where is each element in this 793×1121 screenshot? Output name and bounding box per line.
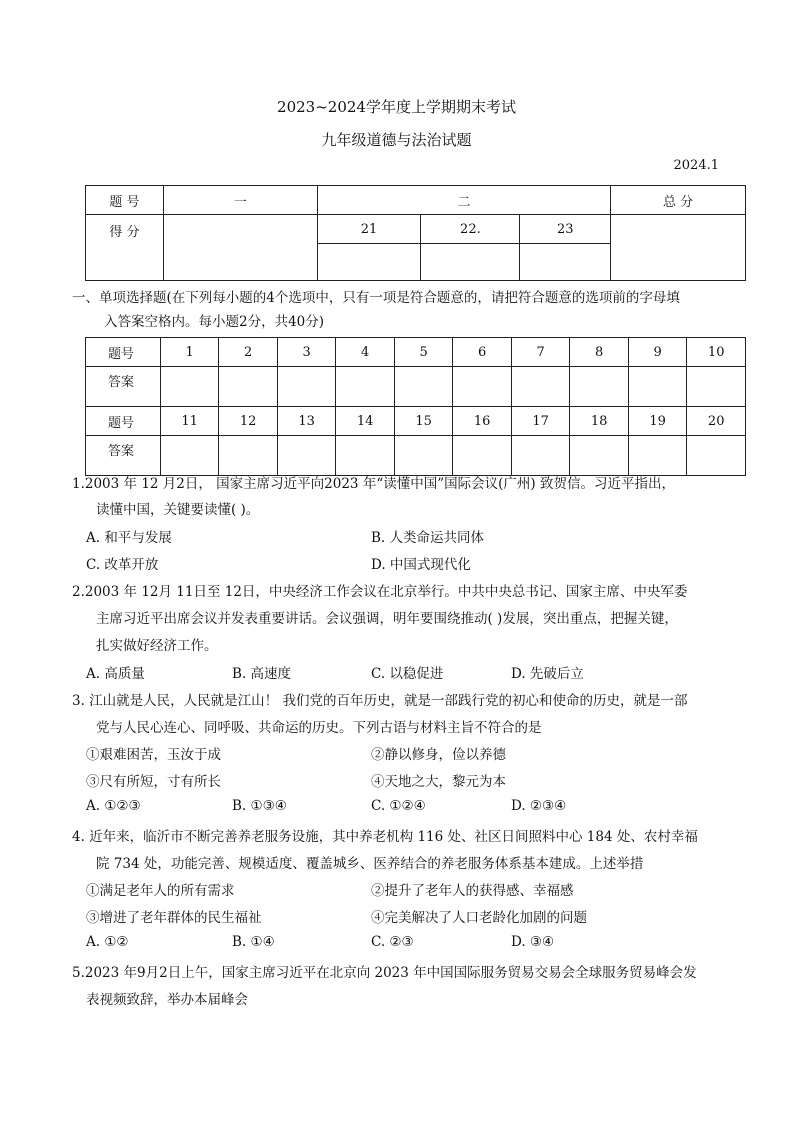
answer-q-20: 20 xyxy=(687,407,746,436)
q2-option-b[interactable]: B. 高速度 xyxy=(232,666,292,682)
answer-q-3: 3 xyxy=(277,338,336,367)
q3-stem-line2: 党与人民心连心、同呼吸、共命运的历史。下列古语与材料主旨不符合的是 xyxy=(96,720,542,736)
answer-cell-17[interactable] xyxy=(511,436,570,476)
q1-option-d[interactable]: D. 中国式现代化 xyxy=(371,557,471,573)
answer-cell-3[interactable] xyxy=(277,367,336,407)
answer-cell-10[interactable] xyxy=(687,367,746,407)
answer-cell-12[interactable] xyxy=(219,436,278,476)
q5-stem-line2: 表视频致辞，举办本届峰会 xyxy=(86,992,248,1008)
answer-cell-13[interactable] xyxy=(277,436,336,476)
answer-q-12: 12 xyxy=(219,407,278,436)
q2-option-c[interactable]: C. 以稳促进 xyxy=(371,666,444,682)
q3-statement-4: ④天地之大，黎元为本 xyxy=(371,774,506,790)
q1-option-a[interactable]: A. 和平与发展 xyxy=(86,530,172,546)
answer-cell-8[interactable] xyxy=(570,367,629,407)
answer-a-label: 答案 xyxy=(86,367,161,407)
answer-q-13: 13 xyxy=(277,407,336,436)
score-total-header: 总 分 xyxy=(611,186,746,215)
q4-statement-1: ①满足老年人的所有需求 xyxy=(86,883,235,899)
answer-q-7: 7 xyxy=(511,338,570,367)
score-total-cell[interactable] xyxy=(611,215,746,281)
q3-option-c[interactable]: C. ①②④ xyxy=(371,798,426,814)
q4-option-a[interactable]: A. ①② xyxy=(86,934,129,950)
answer-cell-5[interactable] xyxy=(394,367,453,407)
score-part1-cell[interactable] xyxy=(163,215,317,281)
q3-stem-line1: 3. 江山就是人民，人民就是江山！ 我们党的百年历史，就是一部践行党的初心和使命的历史，就是一部 xyxy=(72,693,688,709)
score-sub-23-cell[interactable] xyxy=(520,244,611,281)
section1-instruction-line1: 一、单项选择题(在下列每小题的4个选项中，只有一项是符合题意的，请把符合题意的选项前的字母填 xyxy=(72,290,680,306)
exam-title: 2023~2024学年度上学期期末考试 xyxy=(277,98,516,116)
q4-statement-4: ④完美解决了人口老龄化加剧的问题 xyxy=(371,910,587,926)
answer-a-label-2: 答案 xyxy=(86,436,161,476)
q4-stem-line2: 院 734 处，功能完善、规模适度、覆盖城乡、医养结合的养老服务体系基本建成。上述举措 xyxy=(96,856,644,872)
answer-cell-4[interactable] xyxy=(336,367,395,407)
answer-q-9: 9 xyxy=(628,338,687,367)
answer-cell-19[interactable] xyxy=(628,436,687,476)
score-part2-header: 二 xyxy=(317,186,611,215)
answer-q-11: 11 xyxy=(160,407,219,436)
q4-option-d[interactable]: D. ③④ xyxy=(511,934,555,950)
score-row-label: 得 分 xyxy=(86,215,164,281)
answer-q-8: 8 xyxy=(570,338,629,367)
answer-cell-9[interactable] xyxy=(628,367,687,407)
answer-q-16: 16 xyxy=(453,407,512,436)
answer-q-5: 5 xyxy=(394,338,453,367)
answer-q-label: 题号 xyxy=(86,338,161,367)
answer-q-10: 10 xyxy=(687,338,746,367)
answer-cell-1[interactable] xyxy=(160,367,219,407)
q4-statement-3: ③增进了老年群体的民生福祉 xyxy=(86,910,262,926)
answer-cell-15[interactable] xyxy=(394,436,453,476)
answer-q-18: 18 xyxy=(570,407,629,436)
q2-stem-line2: 主席习近平出席会议并发表重要讲话。会议强调，明年要围绕推动( )发展，突出重点，把握关键， xyxy=(96,611,678,627)
answer-cell-7[interactable] xyxy=(511,367,570,407)
answer-table xyxy=(85,337,746,476)
answer-cell-16[interactable] xyxy=(453,436,512,476)
answer-cell-11[interactable] xyxy=(160,436,219,476)
q1-option-b[interactable]: B. 人类命运共同体 xyxy=(371,530,485,546)
answer-cell-20[interactable] xyxy=(687,436,746,476)
score-part1-header: 一 xyxy=(163,186,317,215)
answer-q-19: 19 xyxy=(628,407,687,436)
answer-q-17: 17 xyxy=(511,407,570,436)
answer-q-6: 6 xyxy=(453,338,512,367)
answer-cell-14[interactable] xyxy=(336,436,395,476)
q3-statement-1: ①艰难困苦，玉汝于成 xyxy=(86,747,221,763)
q2-option-d[interactable]: D. 先破后立 xyxy=(511,666,584,682)
q5-stem-line1: 5.2023 年9月2日上午，国家主席习近平在北京向 2023 年中国国际服务贸易交易会全球服务贸易峰会发 xyxy=(72,965,697,981)
answer-q-1: 1 xyxy=(160,338,219,367)
q1-stem-line2: 读懂中国，关键要读懂( )。 xyxy=(96,502,260,518)
score-sub-22-cell[interactable] xyxy=(421,244,520,281)
q3-statement-3: ③尺有所短，寸有所长 xyxy=(86,774,221,790)
q2-option-a[interactable]: A. 高质量 xyxy=(86,666,145,682)
q4-statement-2: ②提升了老年人的获得感、幸福感 xyxy=(371,883,574,899)
answer-q-2: 2 xyxy=(219,338,278,367)
q2-stem-line3: 扎实做好经济工作。 xyxy=(96,638,218,654)
answer-q-4: 4 xyxy=(336,338,395,367)
answer-cell-18[interactable] xyxy=(570,436,629,476)
q2-stem-line1: 2.2003 年 12月 11日至 12日，中央经济工作会议在北京举行。中共中央总书记、国家主席、中央军委 xyxy=(72,584,688,600)
score-sub-22: 22. xyxy=(421,215,520,244)
score-table xyxy=(85,185,746,281)
score-sub-21-cell[interactable] xyxy=(317,244,421,281)
answer-cell-6[interactable] xyxy=(453,367,512,407)
exam-date: 2024.1 xyxy=(673,158,719,173)
q3-option-d[interactable]: D. ②③④ xyxy=(511,798,567,814)
q1-stem-line1: 1.2003 年 12 月2日， 国家主席习近平向2023 年“读懂中国”国际会议(广州) 致贺信。习近平指出， xyxy=(72,476,675,492)
q4-stem-line1: 4. 近年来，临沂市不断完善养老服务设施，其中养老机构 116 处、社区日间照料中心 184 处、农村幸福 xyxy=(72,829,698,845)
q3-option-a[interactable]: A. ①②③ xyxy=(86,798,141,814)
answer-cell-2[interactable] xyxy=(219,367,278,407)
score-sub-23: 23 xyxy=(520,215,611,244)
score-col-label: 题 号 xyxy=(86,186,164,215)
exam-subtitle: 九年级道德与法治试题 xyxy=(321,131,472,149)
answer-q-15: 15 xyxy=(394,407,453,436)
section1-instruction-line2: 入答案空格内。每小题2分，共40分) xyxy=(104,314,325,330)
q4-option-b[interactable]: B. ①④ xyxy=(232,934,275,950)
score-sub-21: 21 xyxy=(317,215,421,244)
q4-option-c[interactable]: C. ②③ xyxy=(371,934,414,950)
q3-option-b[interactable]: B. ①③④ xyxy=(232,798,287,814)
q1-option-c[interactable]: C. 改革开放 xyxy=(86,557,159,573)
q3-statement-2: ②静以修身，俭以养德 xyxy=(371,747,506,763)
answer-q-label-2: 题号 xyxy=(86,407,161,436)
answer-q-14: 14 xyxy=(336,407,395,436)
